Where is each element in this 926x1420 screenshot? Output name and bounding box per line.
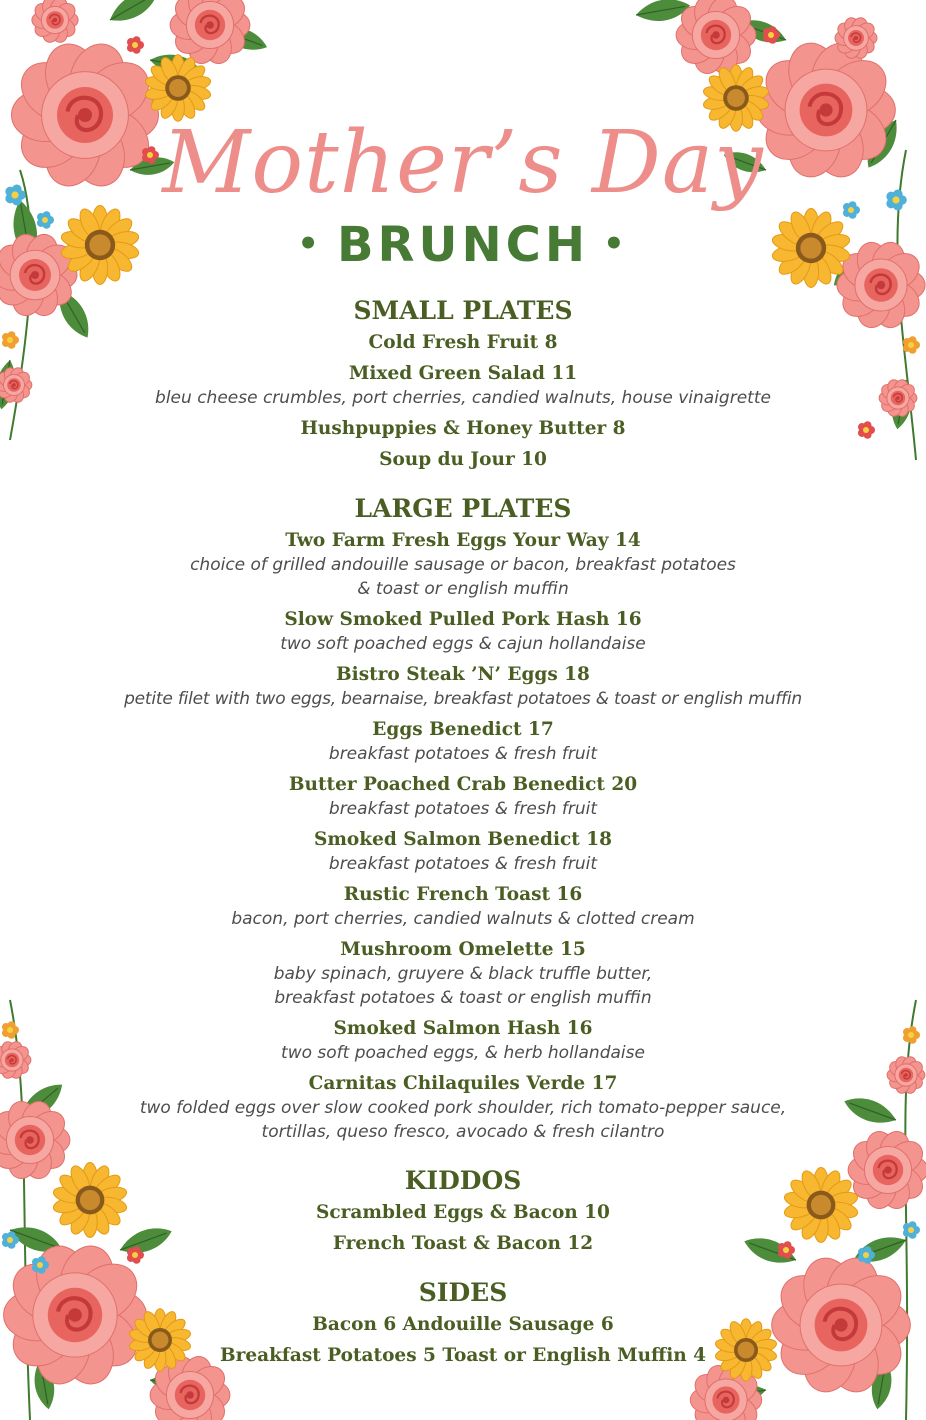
menu-item-name: Rustic French Toast 16 bbox=[343, 884, 583, 905]
menu-item bbox=[90, 416, 836, 441]
menu-item-name: Slow Smoked Pulled Pork Hash 16 bbox=[284, 609, 642, 630]
menu-item-description: petite filet with two eggs, bearnaise, breakfast potatoes & toast or english muffin bbox=[124, 689, 802, 709]
menu-item bbox=[90, 662, 836, 711]
menu-item-name: Butter Poached Crab Benedict 20 bbox=[288, 774, 638, 795]
menu-item bbox=[90, 937, 836, 1010]
small-blossom-icon bbox=[903, 1221, 920, 1239]
rose-icon bbox=[0, 1040, 31, 1080]
menu-item-description: breakfast potatoes & fresh fruit bbox=[328, 744, 598, 764]
menu-item-description: bleu cheese crumbles, port cherries, candied walnuts, house vinaigrette bbox=[155, 388, 771, 408]
menu-item-name: French Toast & Bacon 12 bbox=[332, 1233, 594, 1254]
menu-item-description: bacon, port cherries, candied walnuts & clotted cream bbox=[231, 909, 695, 929]
menu-item bbox=[90, 361, 836, 410]
bullet-dot-right: • bbox=[603, 224, 629, 264]
small-blossom-icon bbox=[903, 336, 920, 354]
menu-item-name: Two Farm Fresh Eggs Your Way 14 bbox=[285, 530, 641, 551]
section-large-plates bbox=[90, 490, 836, 1144]
menu-item-description: tortillas, queso fresco, avocado & fresh cilantro bbox=[261, 1122, 665, 1142]
rose-icon bbox=[887, 1055, 926, 1095]
menu-item bbox=[90, 528, 836, 601]
menu-item bbox=[90, 1312, 836, 1337]
menu-item bbox=[90, 1343, 836, 1368]
section-kiddos bbox=[90, 1162, 836, 1256]
menu-item-description: two soft poached eggs & cajun hollandaise bbox=[280, 634, 646, 654]
menu-item bbox=[90, 1231, 836, 1256]
rose-icon bbox=[31, 0, 78, 45]
menu-item-name: Hushpuppies & Honey Butter 8 bbox=[300, 418, 626, 439]
menu-item bbox=[90, 717, 836, 766]
menu-item bbox=[90, 882, 836, 931]
menu-item-name: Mushroom Omelette 15 bbox=[340, 939, 586, 960]
menu-item-name: Smoked Salmon Hash 16 bbox=[333, 1018, 593, 1039]
page-subtitle bbox=[0, 212, 926, 277]
rose-icon bbox=[0, 1098, 71, 1183]
menu-item bbox=[90, 607, 836, 656]
menu-item bbox=[90, 1071, 836, 1144]
rose-icon bbox=[675, 0, 757, 77]
section-heading: SIDES bbox=[418, 1278, 508, 1307]
menu-item-description: two soft poached eggs, & herb hollandaise bbox=[281, 1043, 645, 1063]
menu-item-description: baby spinach, gruyere & black truffle butter, bbox=[273, 964, 653, 984]
menu-item-description: breakfast potatoes & fresh fruit bbox=[328, 799, 598, 819]
menu-item bbox=[90, 330, 836, 355]
section-heading: SMALL PLATES bbox=[353, 296, 573, 325]
page-title: Mother’s Day bbox=[162, 113, 764, 213]
bullet-dot-left: • bbox=[297, 224, 323, 264]
menu-item bbox=[90, 772, 836, 821]
rose-icon bbox=[0, 366, 32, 404]
menu-item-name: Smoked Salmon Benedict 18 bbox=[313, 829, 612, 850]
menu-item-name: Carnitas Chilaquiles Verde 17 bbox=[308, 1073, 618, 1094]
menu-item-name: Scrambled Eggs & Bacon 10 bbox=[316, 1202, 610, 1223]
menu-item bbox=[90, 1016, 836, 1065]
small-blossom-icon bbox=[903, 1026, 920, 1044]
rose-icon bbox=[847, 1128, 926, 1213]
menu-item-description: & toast or english muffin bbox=[357, 579, 569, 599]
menu-item-description: choice of grilled andouille sausage or bacon, breakfast potatoes bbox=[190, 555, 736, 575]
small-blossom-icon bbox=[2, 331, 19, 349]
subtitle-text: BRUNCH bbox=[336, 217, 590, 273]
menu-item-name: Bistro Steak ’N’ Eggs 18 bbox=[336, 664, 590, 685]
menu-item-description: breakfast potatoes & fresh fruit bbox=[328, 854, 598, 874]
menu-item-name: Soup du Jour 10 bbox=[379, 449, 547, 470]
menu-item-name: Breakfast Potatoes 5 Toast or English Muffin 4 bbox=[219, 1345, 707, 1366]
menu-item-name: Mixed Green Salad 11 bbox=[348, 363, 578, 384]
leaf-icon bbox=[105, 0, 163, 29]
section-small-plates bbox=[90, 292, 836, 472]
small-blossom-icon bbox=[127, 36, 144, 54]
menu-item-name: Bacon 6 Andouille Sausage 6 bbox=[312, 1314, 614, 1335]
small-blossom-icon bbox=[858, 421, 875, 439]
menu-item-description: breakfast potatoes & toast or english muffin bbox=[274, 988, 652, 1008]
menu-item bbox=[90, 1200, 836, 1225]
menu-item-name: Cold Fresh Fruit 8 bbox=[368, 332, 558, 353]
menu-item bbox=[90, 827, 836, 876]
menu-item-description: two folded eggs over slow cooked pork shoulder, rich tomato-pepper sauce, bbox=[139, 1098, 787, 1118]
section-heading: KIDDOS bbox=[404, 1166, 522, 1195]
menu-item bbox=[90, 447, 836, 472]
menu-body bbox=[90, 292, 836, 1374]
section-sides bbox=[90, 1274, 836, 1368]
menu-item-name: Eggs Benedict 17 bbox=[372, 719, 554, 740]
leaf-icon bbox=[841, 1091, 900, 1129]
section-heading: LARGE PLATES bbox=[354, 494, 572, 523]
